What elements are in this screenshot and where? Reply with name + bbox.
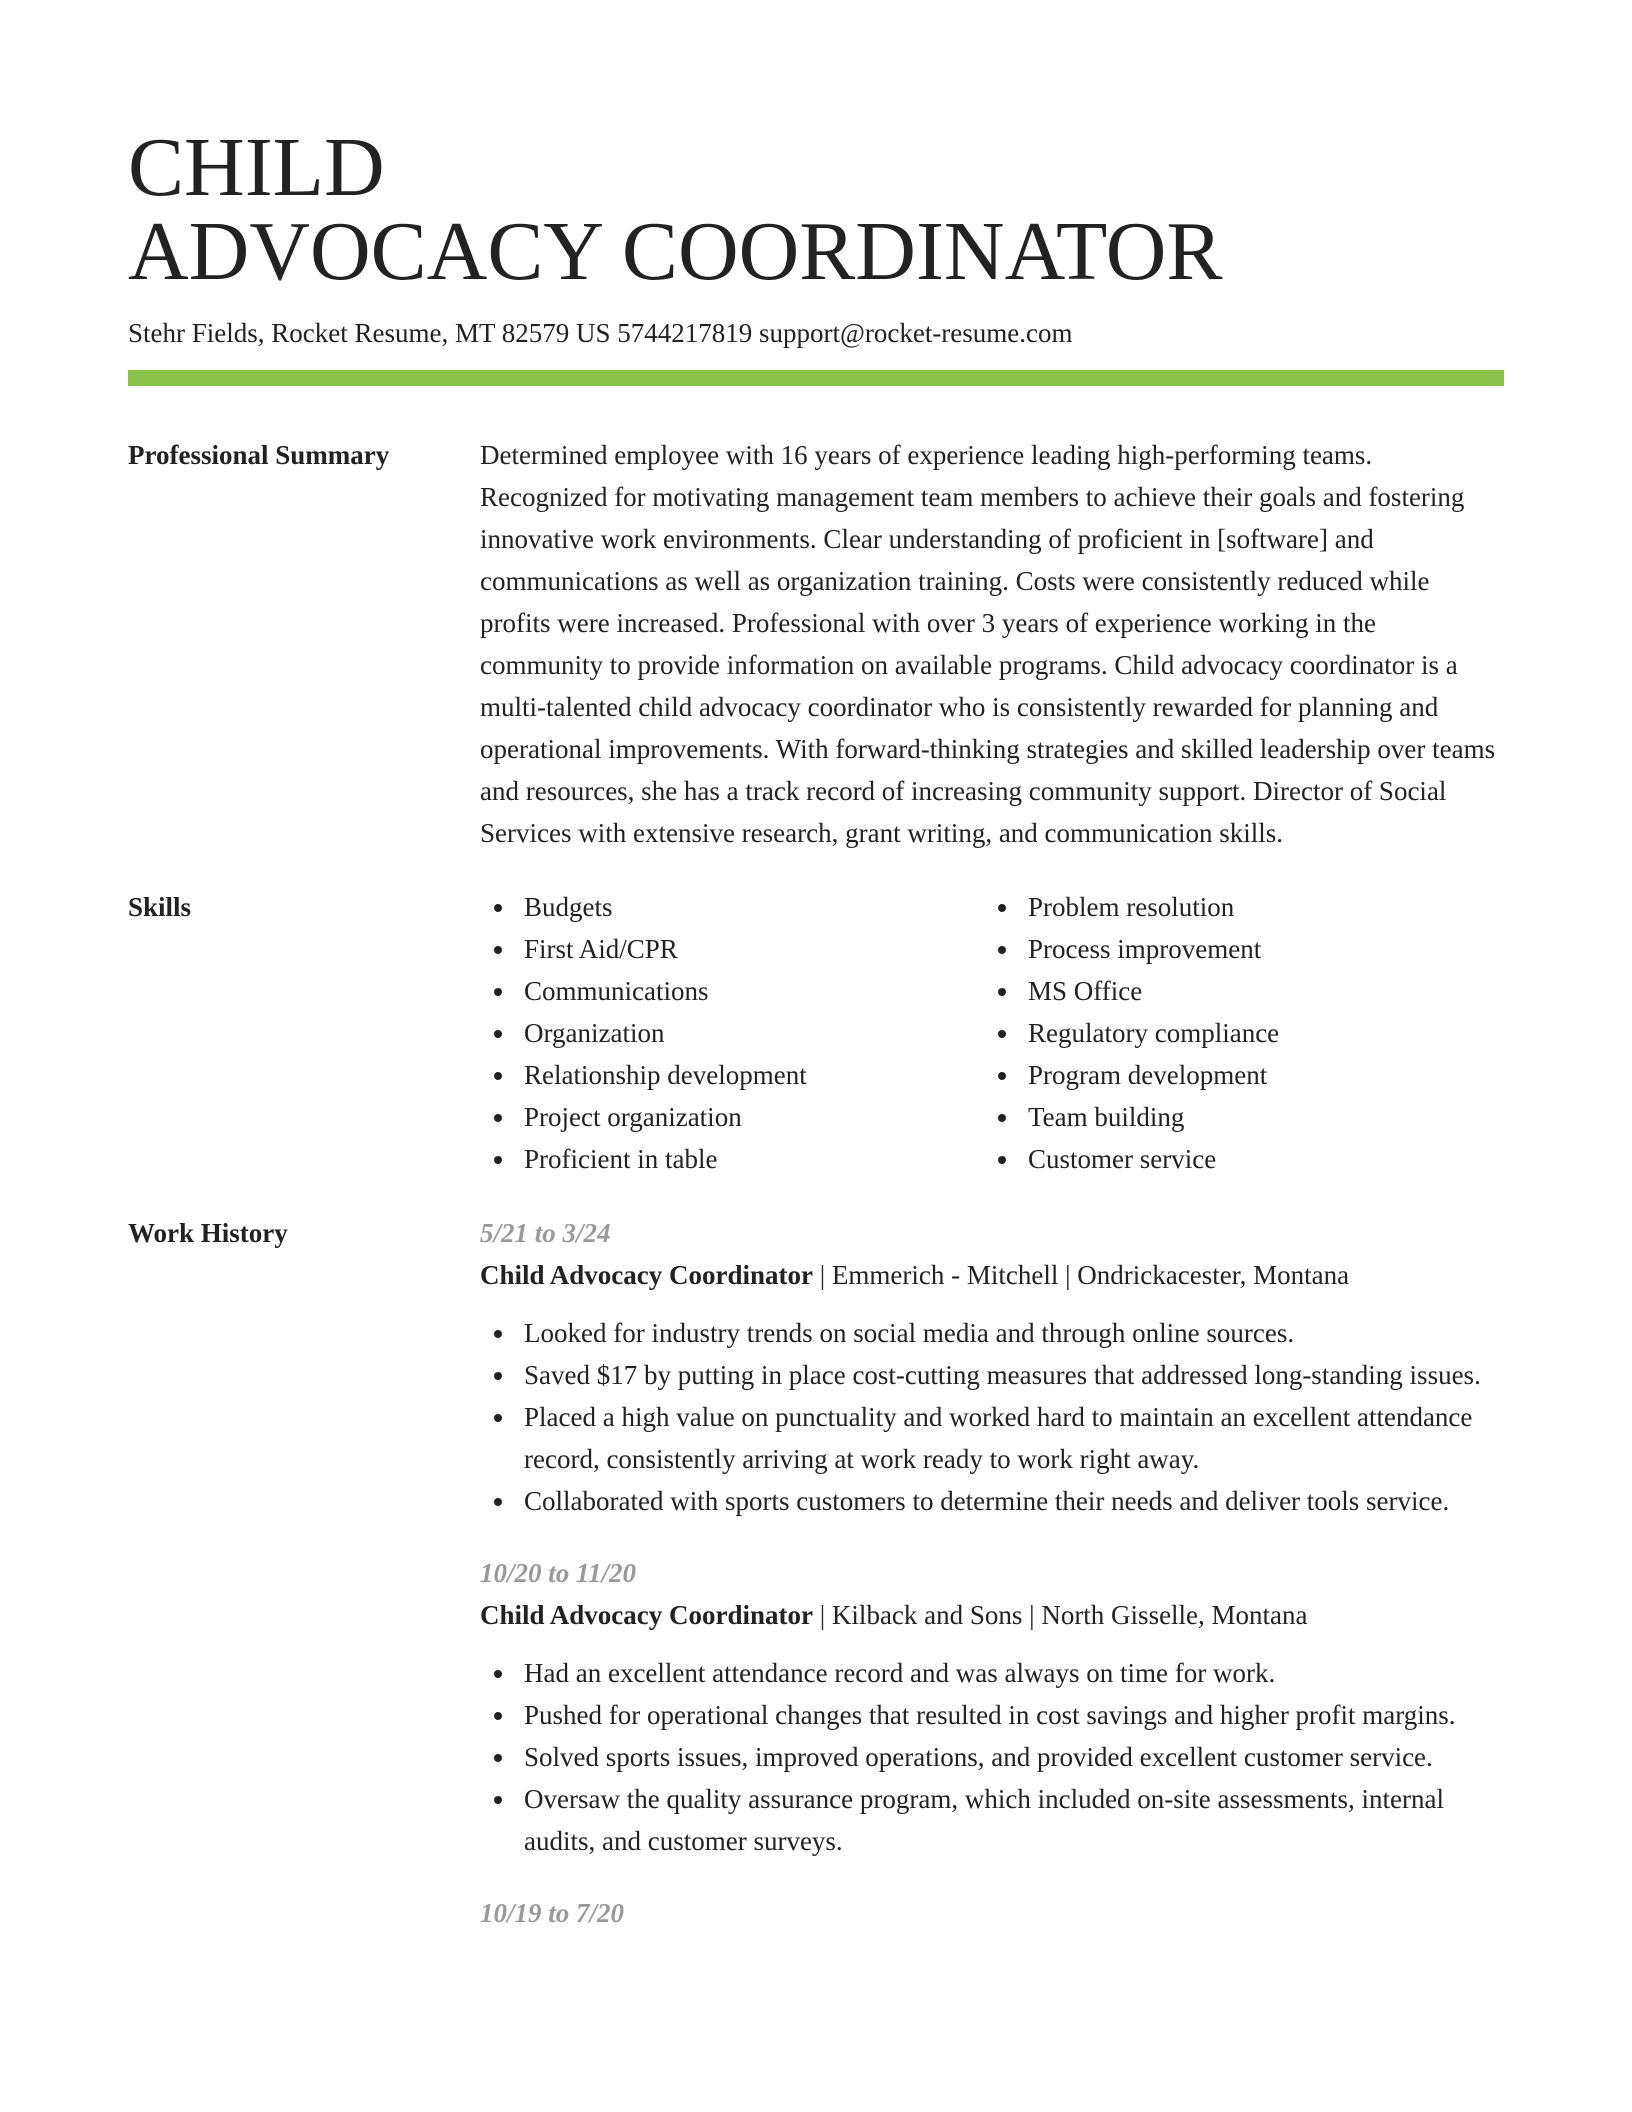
job-employer-location: | Kilback and Sons | North Gisselle, Montana xyxy=(813,1600,1308,1630)
work-history-body xyxy=(480,1212,1504,1964)
work-history-section xyxy=(128,1212,1504,1964)
job-bullets xyxy=(480,1652,1504,1862)
skill-item: Budgets xyxy=(480,886,984,928)
contact-info: Stehr Fields, Rocket Resume, MT 82579 US 5744217819 support@rocket-resume.com xyxy=(128,318,1073,348)
skills-columns xyxy=(480,886,1504,1180)
job-entry xyxy=(480,1892,1504,1934)
job-entry xyxy=(480,1552,1504,1862)
resume-page xyxy=(128,121,1504,1964)
section-label-work: Work History xyxy=(128,1218,288,1248)
job-bullet: Solved sports issues, improved operations, and provided excellent customer service. xyxy=(480,1736,1504,1778)
skill-item: Process improvement xyxy=(984,928,1488,970)
skills-list-left xyxy=(480,886,984,1180)
job-bullet: Oversaw the quality assurance program, which included on-site assessments, internal audits, and customer surveys. xyxy=(480,1778,1504,1862)
job-employer-location: | Emmerich - Mitchell | Ondrickacester, Montana xyxy=(813,1260,1350,1290)
resume-title xyxy=(128,121,1504,298)
job-dates: 5/21 to 3/24 xyxy=(480,1218,611,1248)
skills-section xyxy=(128,886,1504,1180)
skill-item: Problem resolution xyxy=(984,886,1488,928)
skill-item: Project organization xyxy=(480,1096,984,1138)
job-title: Child Advocacy Coordinator xyxy=(480,1260,814,1290)
job-dates: 10/19 to 7/20 xyxy=(480,1898,625,1928)
skill-item: Organization xyxy=(480,1012,984,1054)
skill-item: Regulatory compliance xyxy=(984,1012,1488,1054)
job-bullets xyxy=(480,1312,1504,1522)
skill-item: Proficient in table xyxy=(480,1138,984,1180)
job-heading xyxy=(480,1254,1504,1296)
job-bullet: Placed a high value on punctuality and worked hard to maintain an excellent attendance record, consistently arriving at work ready to work right away. xyxy=(480,1396,1504,1480)
section-label-skills: Skills xyxy=(128,892,192,922)
job-bullet: Pushed for operational changes that resulted in cost savings and higher profit margins. xyxy=(480,1694,1504,1736)
accent-divider xyxy=(128,370,1504,386)
job-bullet: Had an excellent attendance record and was always on time for work. xyxy=(480,1652,1504,1694)
job-bullet: Saved $17 by putting in place cost-cutting measures that addressed long-standing issues. xyxy=(480,1354,1504,1396)
skill-item: MS Office xyxy=(984,970,1488,1012)
job-dates: 10/20 to 11/20 xyxy=(480,1558,637,1588)
job-title: Child Advocacy Coordinator xyxy=(480,1600,814,1630)
job-bullet: Looked for industry trends on social media and through online sources. xyxy=(480,1312,1504,1354)
job-bullet: Collaborated with sports customers to determine their needs and deliver tools service. xyxy=(480,1480,1504,1522)
section-label-summary: Professional Summary xyxy=(128,440,390,470)
job-entry xyxy=(480,1212,1504,1522)
summary-text: Determined employee with 16 years of experience leading high-performing teams. Recognized for motivating management team members to achieve their goals and fostering innovative work environments. Clear understanding of proficient in [software] and communications as well as organization training. Costs were consistently reduced while profits were increased. Professional with over 3 years of experience working in the community to provide information on available programs. Child advocacy coordinator is a multi-talented child advocacy coordinator who is consistently rewarded for planning and operational improvements. With forward-thinking strategies and skilled leadership over teams and resources, she has a track record of increasing community support. Director of Social Services with extensive research, grant writing, and communication skills. xyxy=(480,440,1496,848)
skill-item: Program development xyxy=(984,1054,1488,1096)
skill-item: Communications xyxy=(480,970,984,1012)
title-line-2: ADVOCACY COORDINATOR xyxy=(128,205,1223,298)
professional-summary-section xyxy=(128,434,1504,854)
skill-item: First Aid/CPR xyxy=(480,928,984,970)
skill-item: Customer service xyxy=(984,1138,1488,1180)
title-line-1: CHILD xyxy=(128,121,385,214)
job-heading xyxy=(480,1594,1504,1636)
skills-list-right xyxy=(984,886,1488,1180)
skill-item: Relationship development xyxy=(480,1054,984,1096)
skill-item: Team building xyxy=(984,1096,1488,1138)
